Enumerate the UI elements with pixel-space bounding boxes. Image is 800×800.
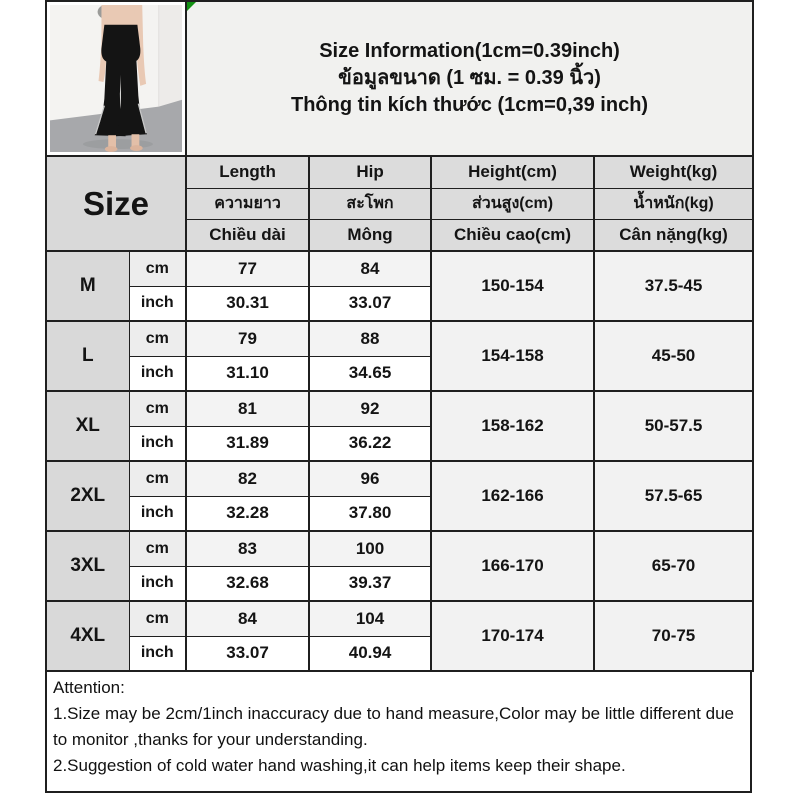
- cell-length-inch: 30.31: [186, 286, 309, 321]
- cell-length-inch: 32.68: [186, 566, 309, 601]
- unit-label-inch: inch: [129, 356, 186, 391]
- col-header-weight-en: Weight(kg): [594, 156, 753, 188]
- table-row: [46, 391, 753, 426]
- col-header-hip-en: Hip: [309, 156, 431, 188]
- size-label: 3XL: [46, 531, 129, 601]
- cell-hip-inch: 33.07: [309, 286, 431, 321]
- table-row: [46, 1, 753, 156]
- cell-hip-cm: 92: [309, 391, 431, 426]
- title-cell: [186, 1, 753, 156]
- cell-hip-cm: 104: [309, 601, 431, 636]
- cell-weight-range: 37.5-45: [594, 251, 753, 321]
- unit-label-cm: cm: [129, 461, 186, 496]
- attention-note-2: 2.Suggestion of cold water hand washing,it can help items keep their shape.: [53, 756, 626, 775]
- cell-weight-range: 57.5-65: [594, 461, 753, 531]
- cell-length-cm: 77: [186, 251, 309, 286]
- col-header-weight-th: น้ำหนัก(kg): [594, 188, 753, 219]
- table-row: [46, 531, 753, 566]
- attention-heading: Attention:: [53, 678, 125, 697]
- cell-length-inch: 31.10: [186, 356, 309, 391]
- col-header-hip-th: สะโพก: [309, 188, 431, 219]
- cell-length-cm: 84: [186, 601, 309, 636]
- cell-length-cm: 79: [186, 321, 309, 356]
- cell-height-range: 150-154: [431, 251, 594, 321]
- product-photo-cell: [46, 1, 186, 156]
- cell-hip-inch: 40.94: [309, 636, 431, 671]
- unit-label-inch: inch: [129, 286, 186, 321]
- attention-note-1: 1.Size may be 2cm/1inch inaccuracy due to hand measure,Color may be little different due to monitor ,thanks for your understanding.: [53, 704, 734, 749]
- col-header-length-vi: Chiều dài: [186, 219, 309, 251]
- size-chart-table: [45, 0, 754, 672]
- unit-label-inch: inch: [129, 426, 186, 461]
- cell-length-inch: 31.89: [186, 426, 309, 461]
- col-header-height-en: Height(cm): [431, 156, 594, 188]
- cell-hip-inch: 37.80: [309, 496, 431, 531]
- cell-hip-inch: 34.65: [309, 356, 431, 391]
- cell-length-inch: 33.07: [186, 636, 309, 671]
- table-row: [46, 251, 753, 286]
- size-label: 4XL: [46, 601, 129, 671]
- unit-label-cm: cm: [129, 321, 186, 356]
- table-row: [46, 601, 753, 636]
- cell-length-cm: 82: [186, 461, 309, 496]
- unit-label-inch: inch: [129, 496, 186, 531]
- table-row: [46, 461, 753, 496]
- cell-height-range: 154-158: [431, 321, 594, 391]
- cell-height-range: 170-174: [431, 601, 594, 671]
- col-header-height-th: ส่วนสูง(cm): [431, 188, 594, 219]
- attention-box: [45, 672, 752, 793]
- size-chart-page: [45, 0, 752, 793]
- cell-weight-range: 65-70: [594, 531, 753, 601]
- unit-label-cm: cm: [129, 601, 186, 636]
- cell-hip-cm: 100: [309, 531, 431, 566]
- cell-height-range: 158-162: [431, 391, 594, 461]
- table-row: [46, 321, 753, 356]
- cell-hip-inch: 39.37: [309, 566, 431, 601]
- product-photo: [50, 5, 182, 152]
- title-line-thai: ข้อมูลขนาด (1 ซม. = 0.39 นิ้ว): [338, 67, 601, 89]
- size-column-header: Size: [46, 156, 186, 251]
- unit-label-cm: cm: [129, 251, 186, 286]
- col-header-length-th: ความยาว: [186, 188, 309, 219]
- col-header-height-vi: Chiều cao(cm): [431, 219, 594, 251]
- cell-length-cm: 83: [186, 531, 309, 566]
- unit-label-inch: inch: [129, 566, 186, 601]
- cell-length-inch: 32.28: [186, 496, 309, 531]
- cell-hip-inch: 36.22: [309, 426, 431, 461]
- size-label: 2XL: [46, 461, 129, 531]
- col-header-hip-vi: Mông: [309, 219, 431, 251]
- unit-label-cm: cm: [129, 531, 186, 566]
- cell-height-range: 166-170: [431, 531, 594, 601]
- unit-label-cm: cm: [129, 391, 186, 426]
- col-header-weight-vi: Cân nặng(kg): [594, 219, 753, 251]
- unit-label-inch: inch: [129, 636, 186, 671]
- cell-weight-range: 70-75: [594, 601, 753, 671]
- cell-weight-range: 45-50: [594, 321, 753, 391]
- size-label: L: [46, 321, 129, 391]
- cell-hip-cm: 84: [309, 251, 431, 286]
- title-line-vietnamese: Thông tin kích thước (1cm=0,39 inch): [290, 94, 649, 116]
- title-line-english: Size Information(1cm=0.39inch): [319, 40, 620, 62]
- size-label: XL: [46, 391, 129, 461]
- cell-height-range: 162-166: [431, 461, 594, 531]
- cell-weight-range: 50-57.5: [594, 391, 753, 461]
- size-label: M: [46, 251, 129, 321]
- cell-hip-cm: 88: [309, 321, 431, 356]
- col-header-length-en: Length: [186, 156, 309, 188]
- cell-length-cm: 81: [186, 391, 309, 426]
- table-header-row-english: [46, 156, 753, 188]
- excel-corner-marker-icon: [187, 2, 196, 11]
- cell-hip-cm: 96: [309, 461, 431, 496]
